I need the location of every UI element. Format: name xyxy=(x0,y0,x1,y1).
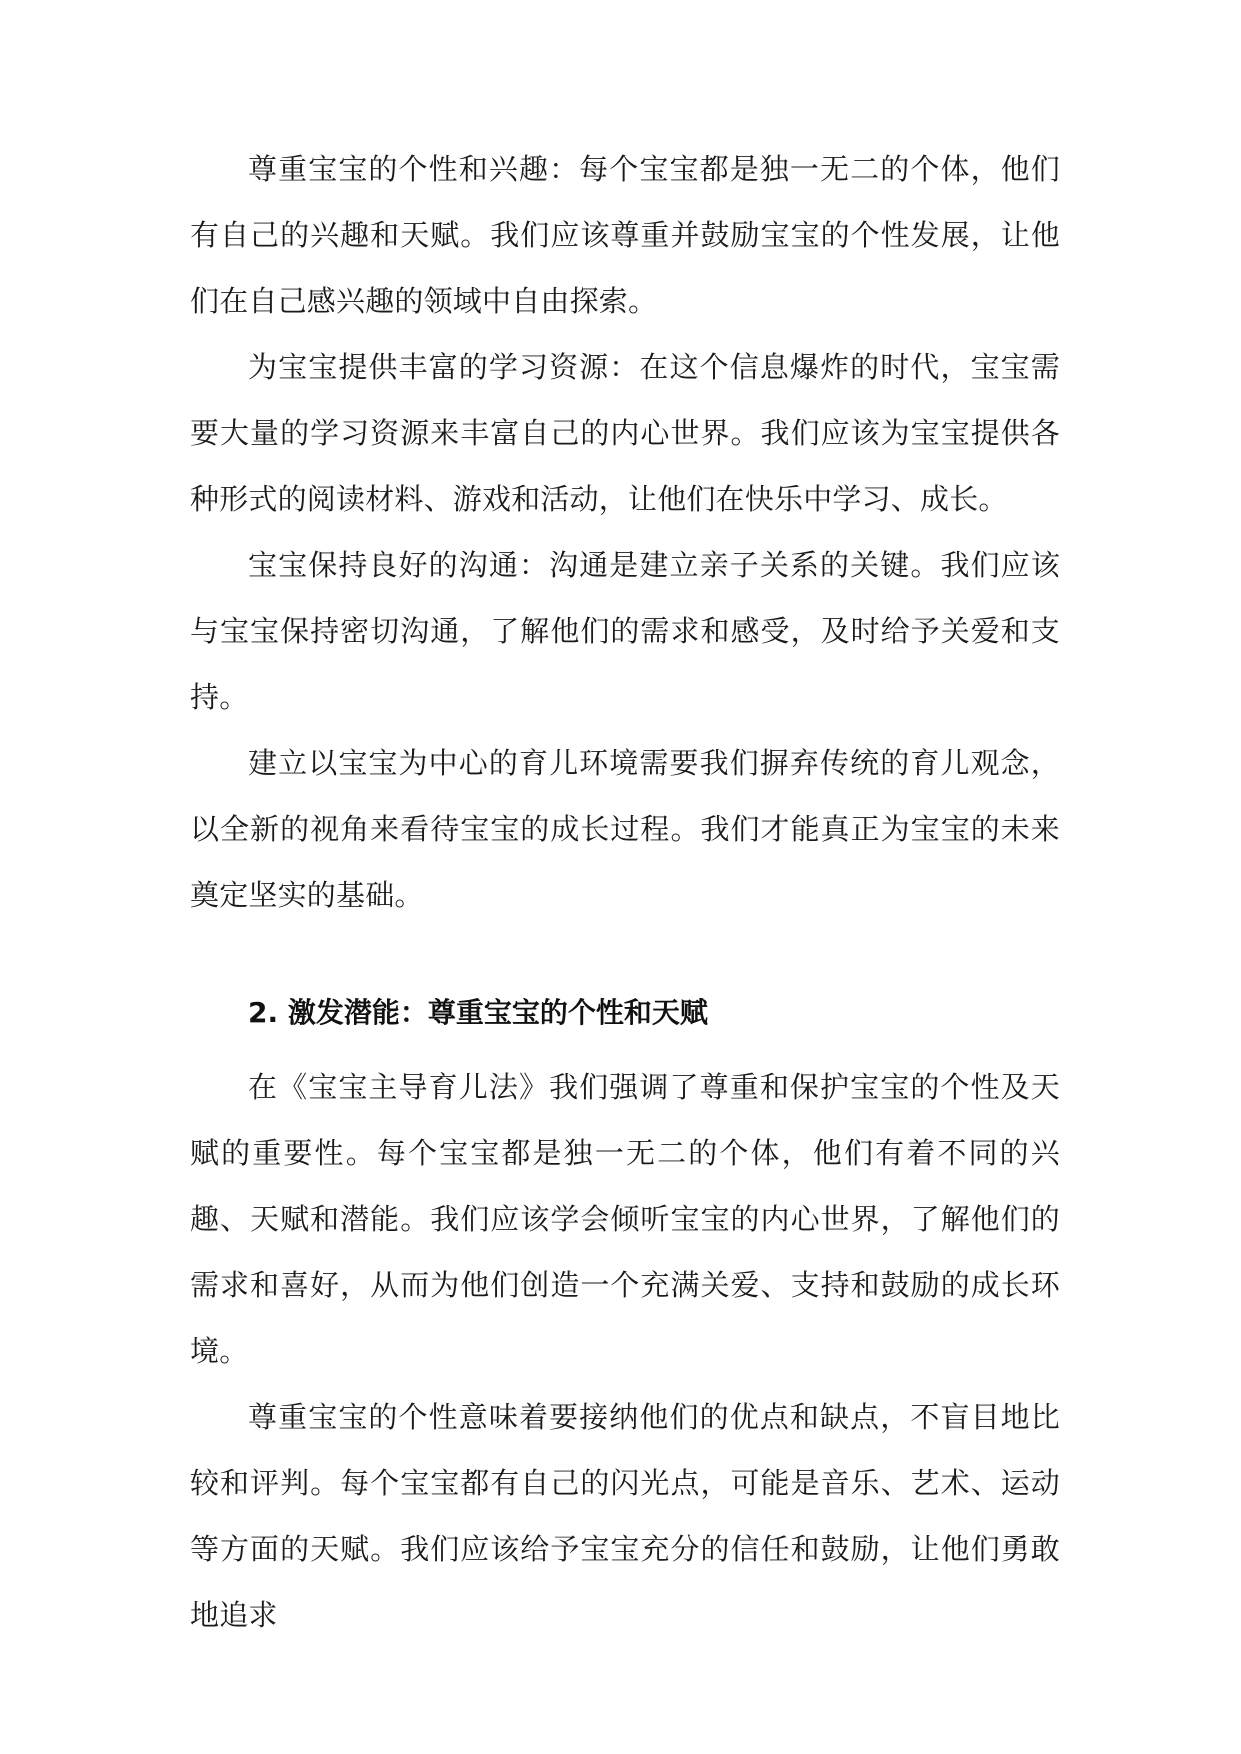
paragraph-communication: 宝宝保持良好的沟通：沟通是建立亲子关系的关键。我们应该与宝宝保持密切沟通，了解他们的需求和感受，及时给予关爱和支持。 xyxy=(190,548,1060,714)
section-heading: 2. 激发潜能：尊重宝宝的个性和天赋 xyxy=(248,996,708,1029)
paragraph-accept-strengths-weaknesses: 尊重宝宝的个性意味着要接纳他们的优点和缺点，不盲目地比较和评判。每个宝宝都有自己的闪光点，可能是音乐、艺术、运动等方面的天赋。我们应该给予宝宝充分的信任和鼓励，让他们勇敢地追求 xyxy=(190,1400,1060,1632)
paragraph-respect-interests: 尊重宝宝的个性和兴趣：每个宝宝都是独一无二的个体，他们有自己的兴趣和天赋。我们应该尊重并鼓励宝宝的个性发展，让他们在自己感兴趣的领域中自由探索。 xyxy=(190,152,1060,318)
document-body xyxy=(190,136,1060,1648)
paragraph-child-centered-environment: 建立以宝宝为中心的育儿环境需要我们摒弃传统的育儿观念，以全新的视角来看待宝宝的成长过程。我们才能真正为宝宝的未来奠定坚实的基础。 xyxy=(190,746,1060,912)
paragraph-respect-talents: 在《宝宝主导育儿法》我们强调了尊重和保护宝宝的个性及天赋的重要性。每个宝宝都是独一无二的个体，他们有着不同的兴趣、天赋和潜能。我们应该学会倾听宝宝的内心世界，了解他们的需求和喜好，从而为他们创造一个充满关爱、支持和鼓励的成长环境。 xyxy=(190,1070,1060,1368)
paragraph-learning-resources: 为宝宝提供丰富的学习资源：在这个信息爆炸的时代，宝宝需要大量的学习资源来丰富自己的内心世界。我们应该为宝宝提供各种形式的阅读材料、游戏和活动，让他们在快乐中学习、成长。 xyxy=(190,350,1060,516)
